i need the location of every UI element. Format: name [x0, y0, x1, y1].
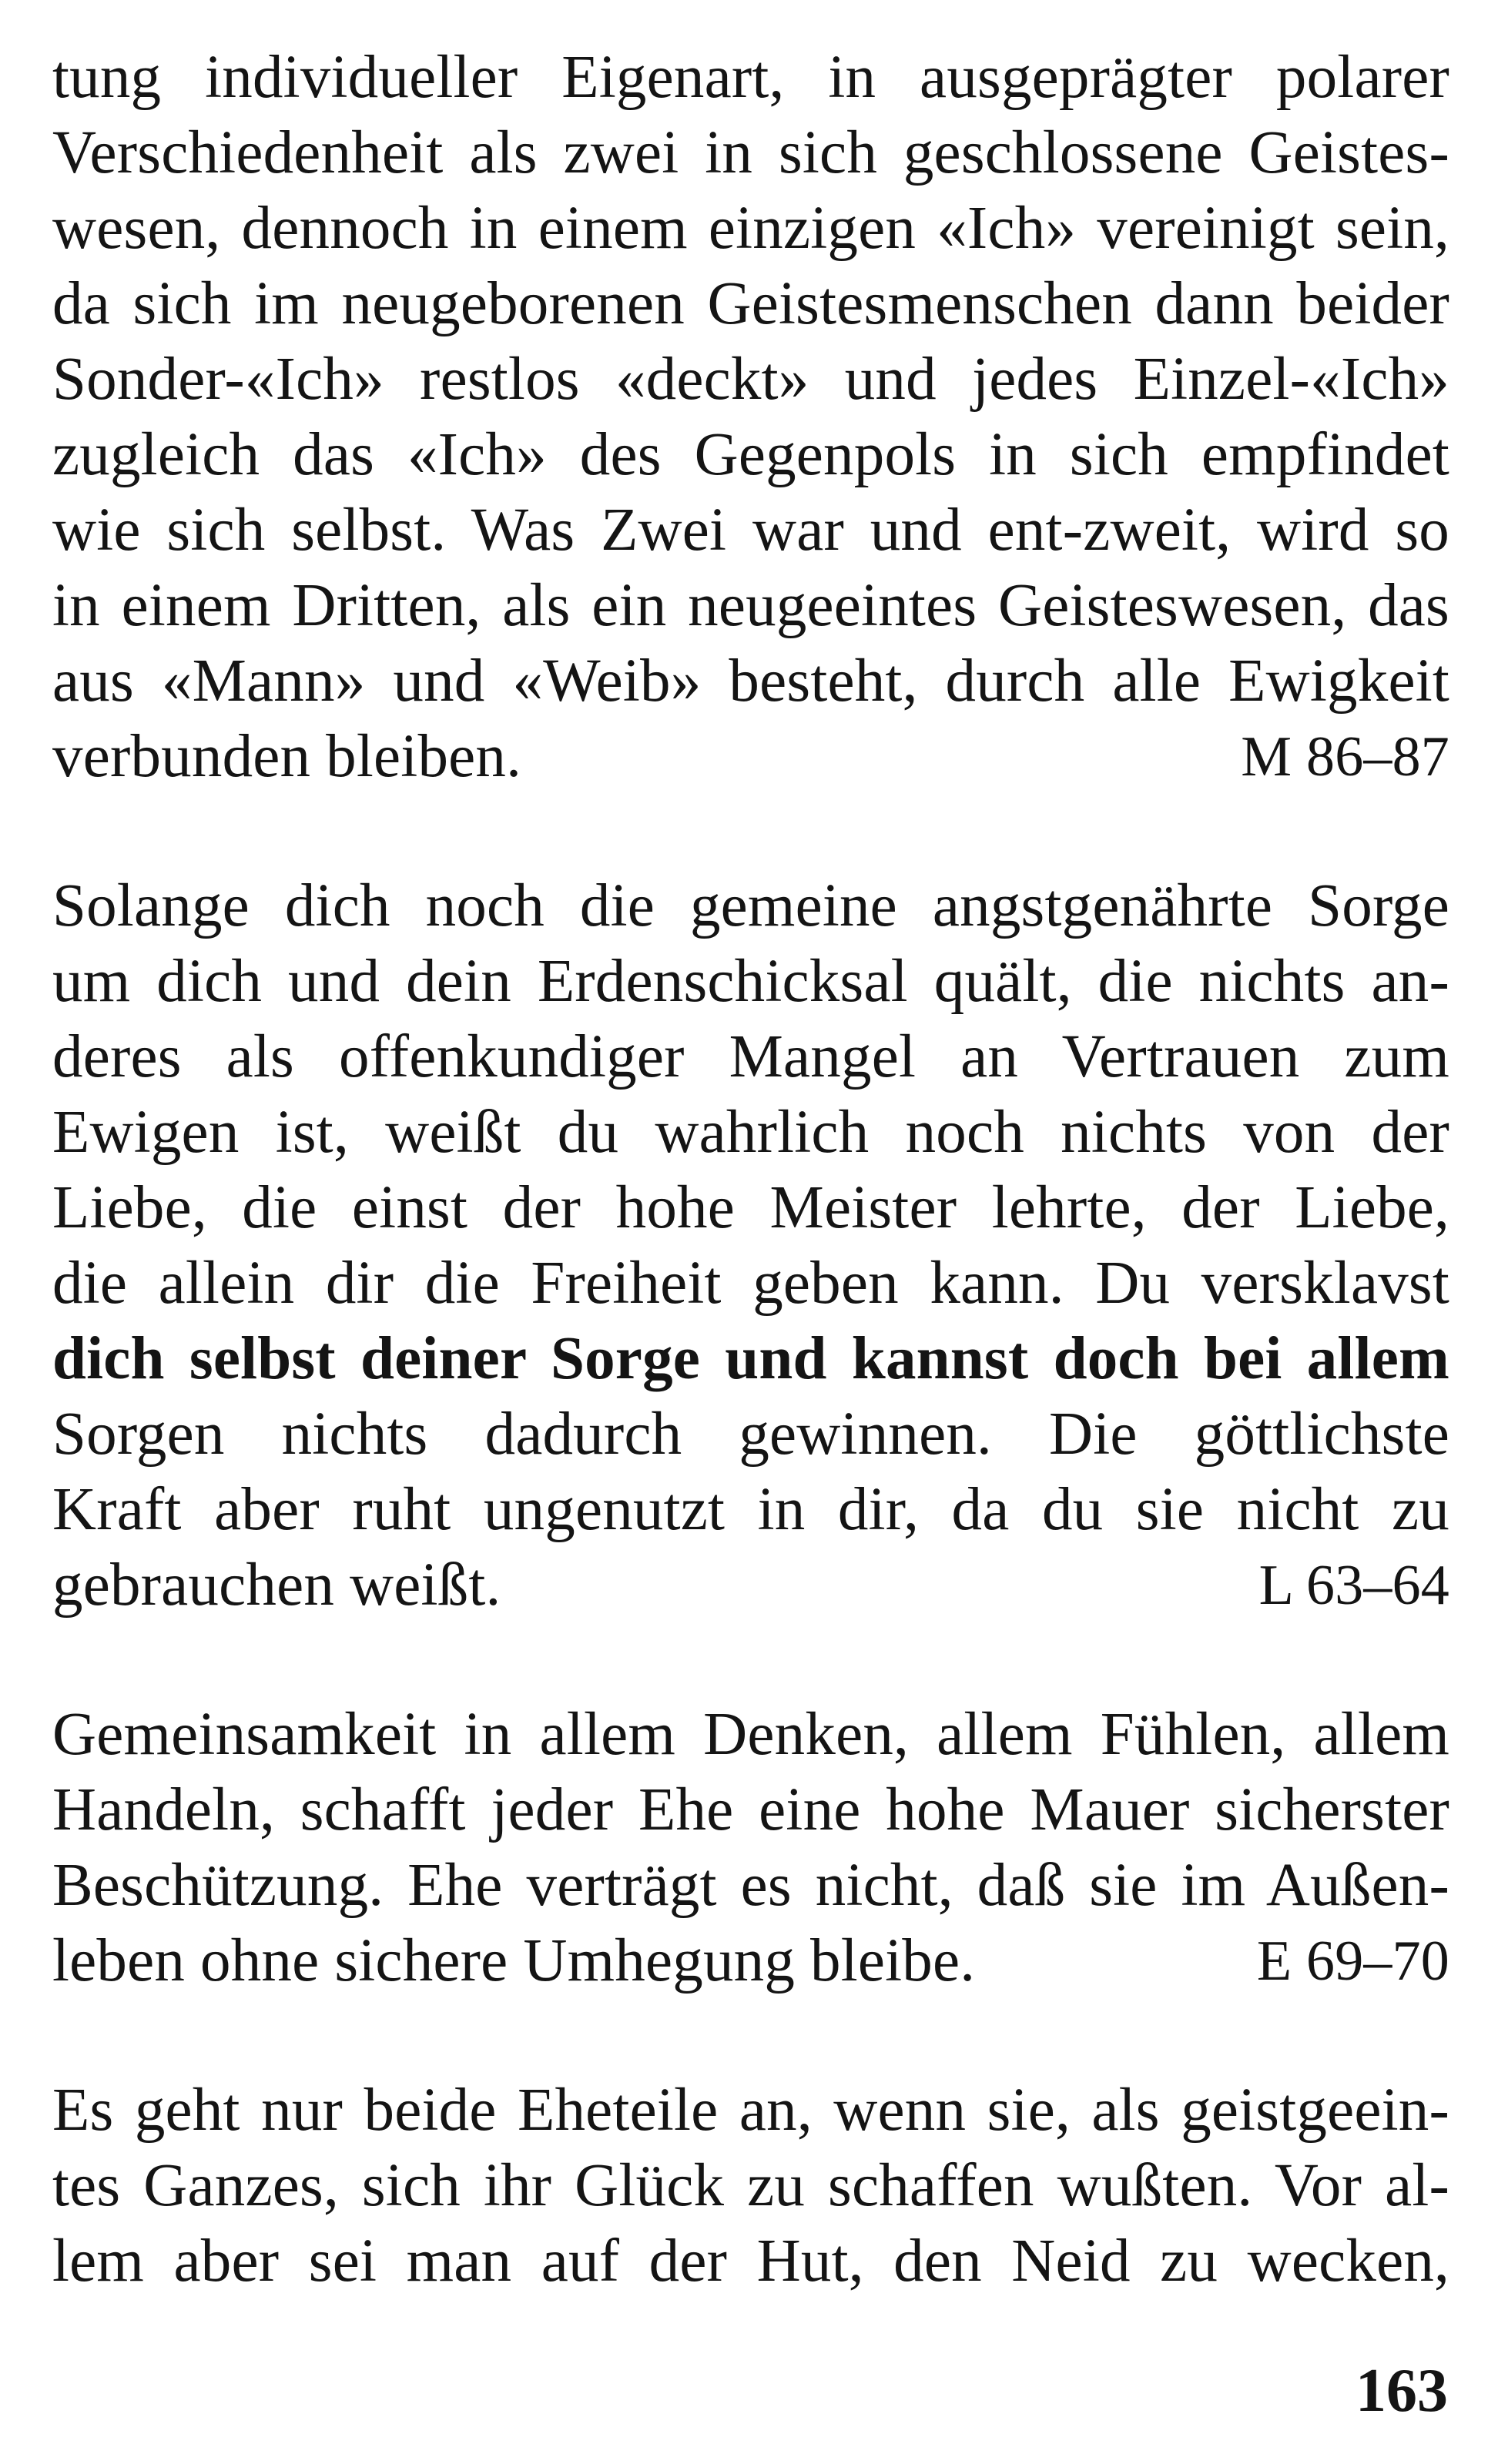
paragraph-spacer	[52, 795, 1449, 869]
text-line: Handeln, schafft jeder Ehe eine hohe Mauer sicherster	[52, 1776, 1449, 1843]
text-line: lem aber sei man auf der Hut, den Neid zu wecken,	[52, 2228, 1449, 2295]
source-reference: M 86–87	[1241, 725, 1449, 788]
paragraph-spacer	[52, 1999, 1449, 2073]
paragraph-spacer	[52, 1623, 1449, 1697]
paragraph	[52, 2073, 1449, 2299]
text-line: wesen, dennoch in einem einzigen «Ich» vereinigt sein,	[52, 195, 1449, 262]
text-line: tung individueller Eigenart, in ausgeprägter polarer	[52, 44, 1449, 111]
text-line: deres als offenkundiger Mangel an Vertrauen zum	[52, 1023, 1449, 1090]
text-line: Gemeinsamkeit in allem Denken, allem Fühlen, allem	[52, 1701, 1449, 1768]
text-line: aus «Mann» und «Weib» besteht, durch alle Ewigkeit	[52, 648, 1449, 715]
text-line-with-reference	[52, 1548, 1449, 1623]
text-line-end: gebrauchen weißt.	[52, 1552, 501, 1619]
text-line: Es geht nur beide Eheteile an, wenn sie, als geistgeein-	[52, 2077, 1449, 2144]
text-line: Liebe, die einst der hohe Meister lehrte, der Liebe,	[52, 1174, 1449, 1241]
text-line: die allein dir die Freiheit geben kann. Du versklavst	[52, 1250, 1449, 1317]
source-reference: E 69–70	[1256, 1930, 1449, 1993]
text-line-end: leben ohne sichere Umhegung bleibe.	[52, 1927, 976, 1994]
text-line-end: verbunden bleiben.	[52, 723, 522, 790]
text-line: Ewigen ist, weißt du wahrlich noch nichts von der	[52, 1099, 1449, 1166]
text-line: Sonder-«Ich» restlos «deckt» und jedes Einzel-«Ich»	[52, 346, 1449, 413]
text-line: Verschiedenheit als zwei in sich geschlossene Geistes-	[52, 119, 1449, 186]
paragraph	[52, 1697, 1449, 1999]
text-line: in einem Dritten, als ein neugeeintes Geisteswesen, das	[52, 572, 1449, 639]
paragraph	[52, 869, 1449, 1623]
text-line: tes Ganzes, sich ihr Glück zu schaffen wußten. Vor al-	[52, 2152, 1449, 2219]
text-line: wie sich selbst. Was Zwei war und ent-zweit, wird so	[52, 497, 1449, 564]
text-line: Solange dich noch die gemeine angstgenährte Sorge	[52, 872, 1449, 939]
source-reference: L 63–64	[1258, 1554, 1449, 1617]
text-line: Kraft aber ruht ungenutzt in dir, da du sie nicht zu	[52, 1476, 1449, 1543]
text-line: Beschützung. Ehe verträgt es nicht, daß sie im Außen-	[52, 1852, 1449, 1919]
paragraph	[52, 40, 1449, 795]
text-line: Sorgen nichts dadurch gewinnen. Die göttlichste	[52, 1401, 1449, 1468]
text-line: zugleich das «Ich» des Gegenpols in sich empfindet	[52, 421, 1449, 488]
page-number: 163	[1356, 2357, 1448, 2425]
text-line: um dich und dein Erdenschicksal quält, die nichts an-	[52, 948, 1449, 1015]
text-line: da sich im neugeborenen Geistesmenschen dann beider	[52, 270, 1449, 337]
page-body	[52, 40, 1449, 2299]
text-line-with-reference	[52, 1923, 1449, 1999]
text-line-with-reference	[52, 719, 1449, 795]
text-line: dich selbst deiner Sorge und kannst doch bei allem	[52, 1325, 1449, 1392]
